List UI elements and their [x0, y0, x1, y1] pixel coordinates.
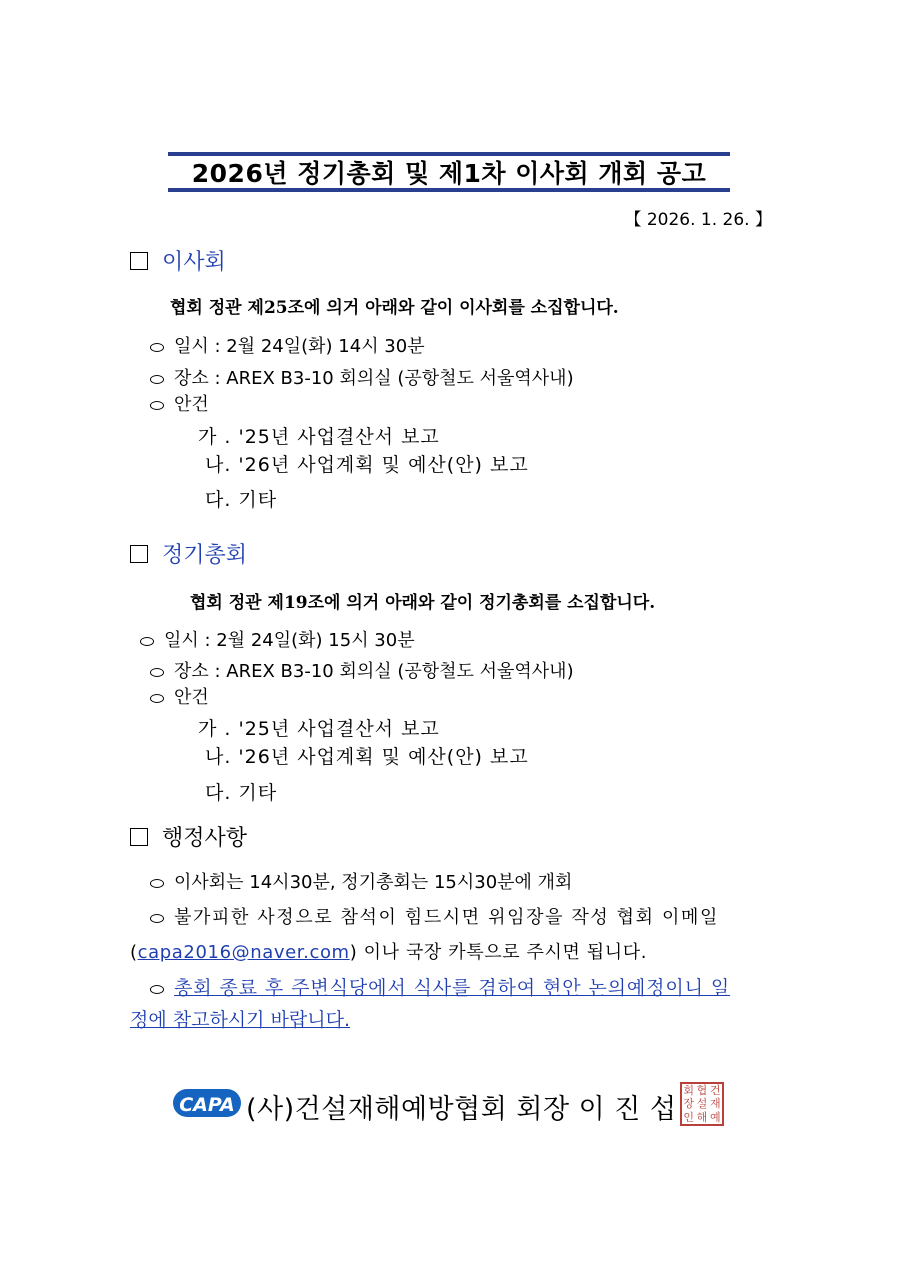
- page-title: 2026년 정기총회 및 제1차 이사회 개회 공고: [191, 159, 707, 188]
- section-general-heading: 정기총회: [130, 538, 247, 569]
- general-agenda-item: 가 . '25년 사업결산서 보고: [198, 718, 440, 740]
- board-agenda-item: 가 . '25년 사업결산서 보고: [198, 426, 440, 448]
- section-board-heading: 이사회: [130, 245, 226, 276]
- board-agenda-label: 안건: [150, 390, 209, 416]
- square-icon: [130, 252, 148, 270]
- general-datetime: 일시 : 2월 24일(화) 15시 30분: [140, 626, 415, 652]
- bullet-icon: [140, 637, 154, 646]
- admin-line-3: (capa2016@naver.com) 이나 국장 카톡으로 주시면 됩니다.: [130, 942, 648, 963]
- square-icon: [130, 545, 148, 563]
- board-agenda-item: 나. '26년 사업계획 및 예산(안) 보고: [205, 454, 529, 476]
- admin-line-2: 불가피한 사정으로 참석이 힘드시면 위임장을 작성 협회 이메일: [150, 903, 719, 929]
- board-intro: 협회 정관 제25조에 의거 아래와 같이 이사회를 소집합니다.: [170, 298, 619, 318]
- notice-date: 【 2026. 1. 26. 】: [624, 210, 772, 230]
- square-icon: [130, 828, 148, 846]
- email-link[interactable]: capa2016@naver.com: [137, 942, 350, 963]
- admin-line-1: 이사회는 14시30분, 정기총회는 15시30분에 개회: [150, 868, 572, 894]
- bullet-icon: [150, 879, 164, 888]
- logo-text: CAPA: [179, 1094, 235, 1116]
- bullet-icon: [150, 985, 164, 994]
- capa-logo: [173, 1085, 241, 1121]
- bullet-icon: [150, 914, 164, 923]
- general-agenda-item: 다. 기타: [205, 782, 278, 804]
- section-admin-heading: 행정사항: [130, 821, 247, 852]
- board-place: 장소 : AREX B3-10 회의실 (공항철도 서울역사내): [150, 364, 574, 390]
- general-agenda-label: 안건: [150, 683, 209, 709]
- general-intro: 협회 정관 제19조에 의거 아래와 같이 정기총회를 소집합니다.: [190, 593, 656, 613]
- bullet-icon: [150, 668, 164, 677]
- bullet-icon: [150, 694, 164, 703]
- general-place: 장소 : AREX B3-10 회의실 (공항철도 서울역사내): [150, 657, 574, 683]
- admin-notice-cont: 정에 참고하시기 바랍니다.: [130, 1009, 351, 1031]
- bullet-icon: [150, 401, 164, 410]
- board-datetime: 일시 : 2월 24일(화) 14시 30분: [150, 332, 425, 358]
- footer-signature: (사)건설재해예방협회 회장 이 진 섭: [246, 1094, 677, 1125]
- board-agenda-item: 다. 기타: [205, 489, 278, 511]
- general-agenda-item: 나. '26년 사업계획 및 예산(안) 보고: [205, 746, 529, 768]
- admin-notice: 총회 종료 후 주변식당에서 식사를 겸하여 현안 논의예정이니 일: [150, 973, 730, 1000]
- bullet-icon: [150, 343, 164, 352]
- official-seal: 회 협 건 장 설 재 인 해 예: [680, 1082, 724, 1126]
- bullet-icon: [150, 375, 164, 384]
- title-box: [168, 152, 730, 192]
